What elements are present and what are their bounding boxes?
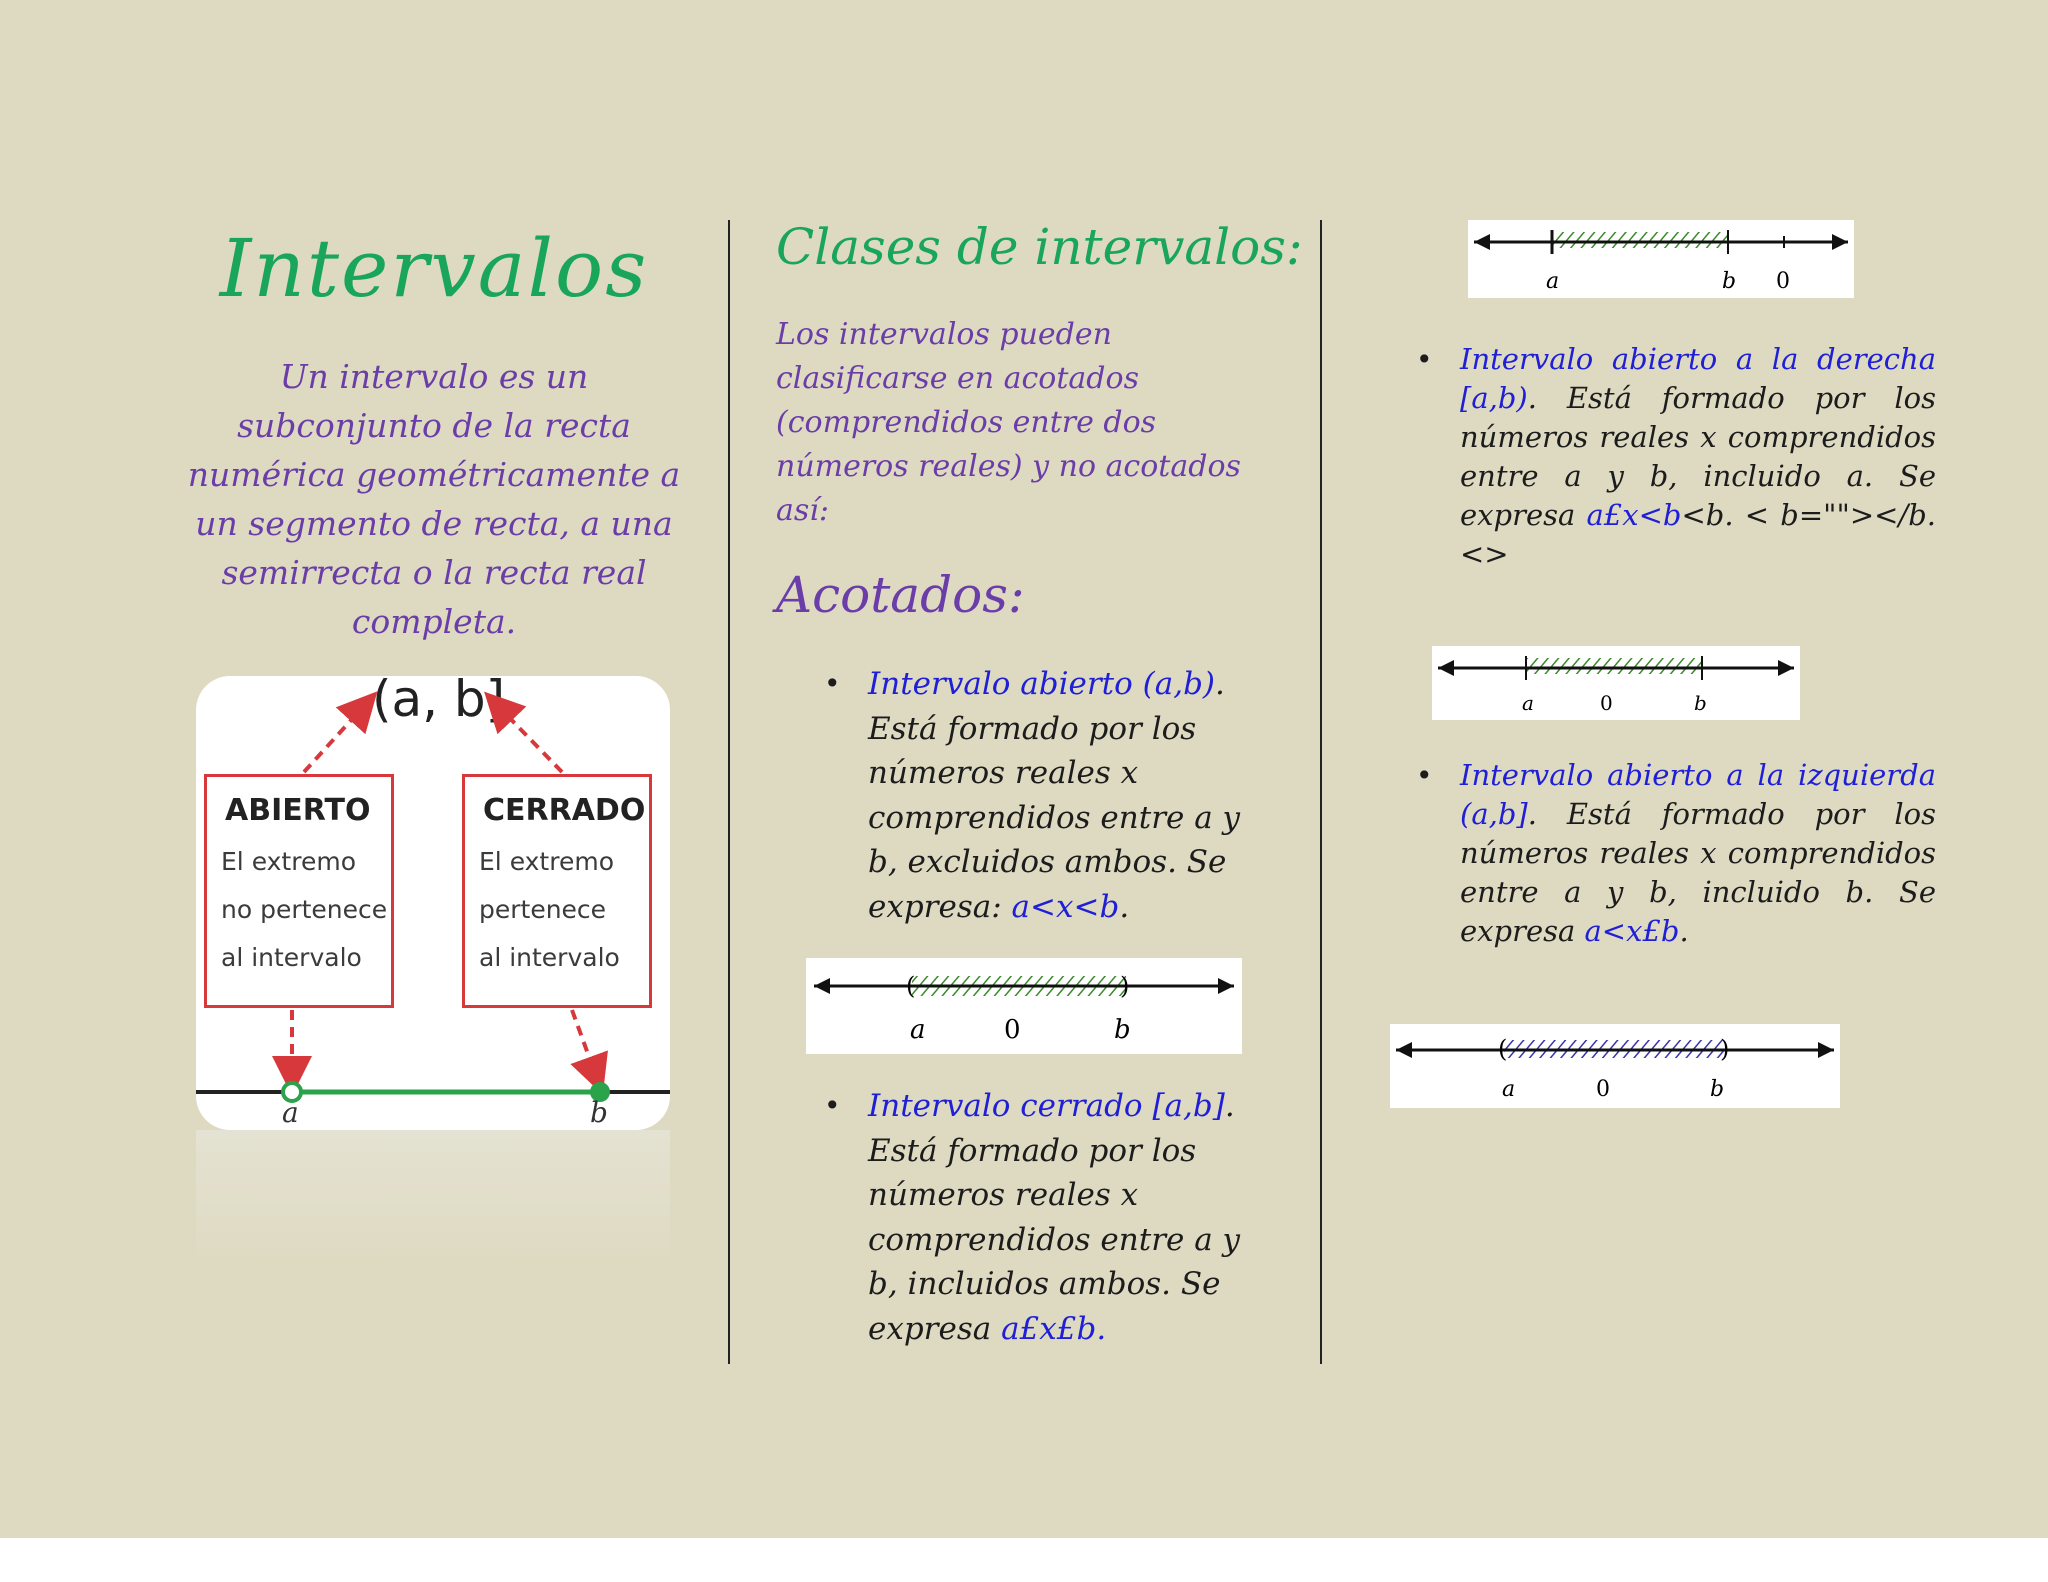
interval-notation: (a, b] [372, 676, 506, 728]
classes-heading: Clases de intervalos: [776, 218, 1303, 276]
svg-text:): ) [1720, 1035, 1730, 1063]
closed-box-line: El extremo [479, 847, 614, 876]
classes-description: Los intervalos pueden clasificarse en acotados (comprendidos entre dos números reales) y no acotados así: [776, 317, 1241, 528]
intro-paragraph: Un intervalo es un subconjunto de la recta numérica geométricamente a un segmento de recta, a una semirrecta o la recta real completa. [187, 357, 681, 641]
open-box-line: al intervalo [221, 943, 362, 972]
open-box-title: ABIERTO [225, 793, 371, 828]
svg-text:(: ( [906, 972, 916, 1000]
left-open-interval-item: • Intervalo abierto a la izquierda (a,b]. Está formado por los números reales x comprendidos entre a y b, incluido b. Se expresa a<x£b. [1416, 758, 1937, 948]
bullet-icon: • [824, 1089, 841, 1122]
figure-label: b [1722, 269, 1737, 294]
bullet-icon: • [1416, 343, 1433, 376]
figure-label: a [1522, 691, 1534, 715]
item-name: Intervalo abierto a la izquierda (a,b] [1460, 758, 1936, 831]
item-expression: a<x<b [1011, 888, 1120, 925]
item-description: Está formado por los números reales x comprendidos entre a y b, incluido b. Se expresa [1460, 797, 1937, 948]
figure-label: a [1546, 269, 1560, 294]
page-title: Intervalos [219, 222, 649, 315]
item-expression: a£x<b [1586, 498, 1682, 532]
open-closed-illustration [196, 676, 670, 1130]
item-description: Está formado por los números reales x comprendidos entre a y b, incluido a. Se expresa [1460, 381, 1937, 532]
open-box-line: no pertenece [221, 895, 388, 924]
point-a-label: a [282, 1096, 299, 1129]
bullet-icon: • [824, 667, 841, 700]
figure-label: 0 [1776, 269, 1790, 294]
figure-label: 0 [1596, 1077, 1610, 1102]
left-open-figure [1390, 1024, 1840, 1108]
figure-label: b [1694, 691, 1707, 715]
closed-box-title: CERRADO [483, 793, 646, 828]
figure-label: 0 [1004, 1015, 1021, 1045]
item-name: Intervalo cerrado [a,b] [868, 1088, 1225, 1124]
figure-label: b [1710, 1077, 1725, 1102]
bullet-icon: • [1416, 759, 1433, 792]
svg-text:): ) [1120, 972, 1130, 1000]
open-endpoint-box [204, 774, 394, 1008]
column-divider-1 [728, 220, 730, 1364]
point-b-label: b [590, 1096, 608, 1129]
figure-label: a [910, 1015, 926, 1045]
open-box-line: El extremo [221, 847, 356, 876]
item-description: Está formado por los números reales x comprendidos entre a y b, excluidos ambos. Se expresa: [868, 710, 1241, 925]
svg-text:(: ( [1498, 1035, 1508, 1063]
closed-interval-item: • Intervalo cerrado [a,b]. Está formado por los números reales x comprendidos entre a y b, incluidos ambos. Se expresa a£x£b. [868, 1084, 1278, 1351]
column-divider-2 [1320, 220, 1322, 1364]
closed-box-line: pertenece [479, 895, 607, 924]
right-open-interval-item: • Intervalo abierto a la derecha [a,b). Está formado por los números reales x comprendidos entre a y b, incluido a. Se expresa a£x<b<b. < b=""></b. <> [1416, 342, 1937, 571]
item-expression: a<x£b [1584, 914, 1680, 948]
bounded-subheading: Acotados: [776, 566, 1025, 624]
item-name: Intervalo abierto a la derecha [a,b) [1460, 342, 1936, 415]
item-description: Está formado por los números reales x comprendidos entre a y b, incluidos ambos. Se expresa [868, 1132, 1241, 1347]
open-interval-item: • Intervalo abierto (a,b). Está formado por los números reales x comprendidos entre a y b, excluidos ambos. Se expresa: a<x<b. [868, 662, 1278, 929]
figure-label: 0 [1600, 691, 1613, 715]
figure-label: b [1114, 1015, 1131, 1045]
item-name: Intervalo abierto (a,b) [868, 666, 1216, 702]
right-open-figure-top [1468, 220, 1854, 298]
closed-box-line: al intervalo [479, 943, 620, 972]
illustration-reflection [196, 1130, 670, 1260]
open-interval-figure [806, 958, 1242, 1054]
right-open-figure [1432, 646, 1800, 720]
figure-label: a [1502, 1077, 1516, 1102]
item-expression: a£x£b. [1001, 1310, 1107, 1347]
closed-endpoint-box [462, 774, 652, 1008]
